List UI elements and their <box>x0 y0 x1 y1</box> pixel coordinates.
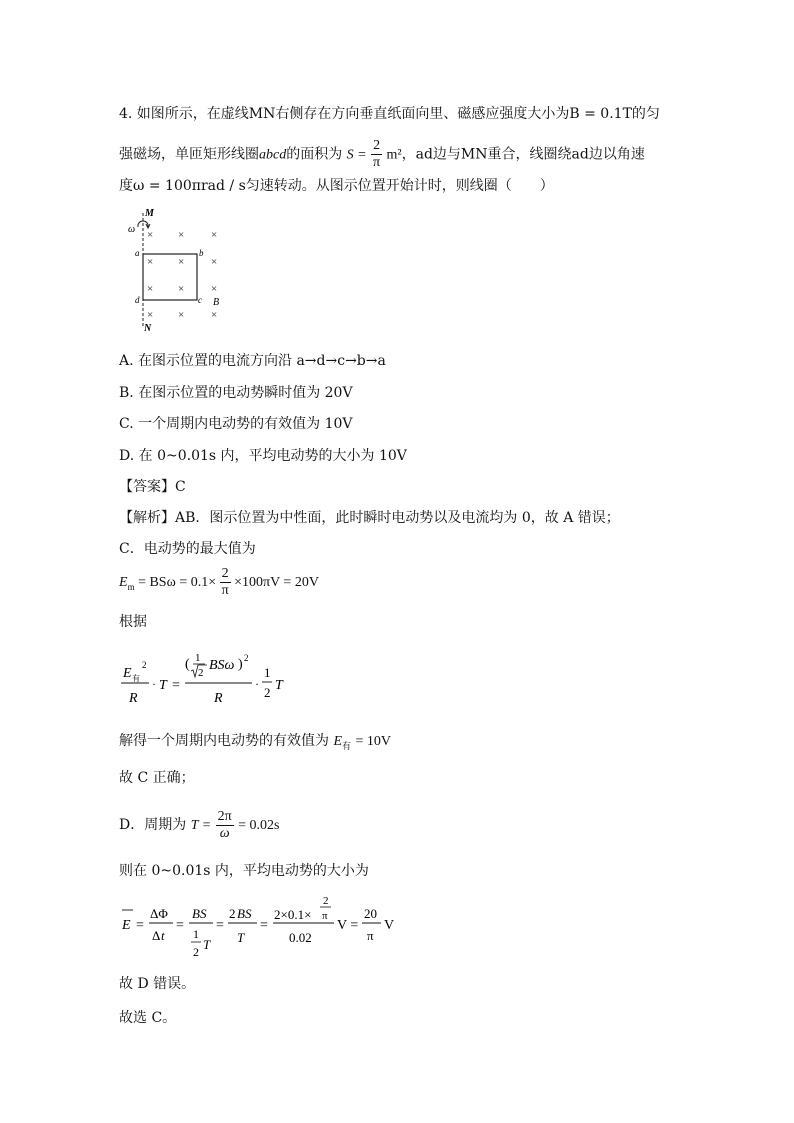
cross: × <box>178 229 185 241</box>
svg-text:V: V <box>384 918 395 933</box>
magnetic-field-figure <box>124 205 234 335</box>
cross: × <box>178 309 185 321</box>
cross: × <box>211 283 218 295</box>
svg-text:2×0.1×: 2×0.1× <box>274 907 312 922</box>
svg-text:·: · <box>255 677 259 691</box>
svg-text:(: ( <box>185 657 190 672</box>
question-line-2-c: ，ad边与MN重合，线圈绕ad边以角速 <box>401 146 645 163</box>
analysis-c-correct: 故 C 正确； <box>119 770 195 786</box>
analysis-basis: 根据 <box>119 614 147 630</box>
cross: × <box>147 229 154 241</box>
option-c: C. 一个周期内电动势的有效值为 10V <box>119 416 353 432</box>
svg-text:BS: BS <box>192 906 207 921</box>
svg-text:π: π <box>322 910 328 922</box>
label-c: c <box>198 295 202 305</box>
analysis-average-title: 则在 0~0.01s 内，平均电动势的大小为 <box>119 863 369 879</box>
svg-text:2: 2 <box>142 660 147 670</box>
svg-text:BSω: BSω <box>209 658 235 673</box>
area-fraction: $\frac{2}{\pi}$ <box>373 138 381 170</box>
svg-text:1: 1 <box>264 665 271 680</box>
cross: × <box>147 256 154 268</box>
svg-text:2: 2 <box>229 906 236 921</box>
svg-text:2: 2 <box>264 685 271 700</box>
svg-text:20: 20 <box>364 906 377 921</box>
label-a: a <box>135 248 140 258</box>
question-line-1: 4. 如图所示，在虚线MN右侧存在方向垂直纸面向里、磁感应强度大小为B = 0.1T的匀 <box>119 106 660 122</box>
coil-name: abcd <box>259 147 287 163</box>
label-d: d <box>135 295 140 305</box>
svg-text:T: T <box>237 930 245 945</box>
cross: × <box>178 283 185 295</box>
svg-text:): ) <box>238 657 243 672</box>
question-line-2 <box>119 138 645 168</box>
svg-text:t: t <box>161 928 165 943</box>
cross: × <box>211 256 218 268</box>
analysis-c-title: C．电动势的最大值为 <box>119 541 256 557</box>
cross: × <box>147 283 154 295</box>
svg-text:2: 2 <box>244 653 249 663</box>
field-crosses <box>147 229 220 321</box>
answer: 【答案】C <box>119 479 186 495</box>
svg-text:E: E <box>123 666 132 681</box>
analysis-period: D．周期为 T = $\frac{2\pi}{\omega}$ = 0.02s <box>119 808 280 841</box>
cross: × <box>211 309 218 321</box>
analysis-choose: 故选 C。 <box>119 1010 177 1026</box>
svg-text:2: 2 <box>193 945 199 959</box>
svg-text:=: = <box>176 918 184 933</box>
label-M: M <box>145 208 154 219</box>
area-unit: m² <box>386 147 402 163</box>
analysis-d-wrong: 故 D 错误。 <box>119 976 196 992</box>
svg-text:BS: BS <box>237 906 252 921</box>
emax-fraction: $\frac{2}{\pi}$ <box>221 566 229 599</box>
equation-average <box>119 890 419 970</box>
svg-text:2: 2 <box>198 667 204 679</box>
equation-emax: $E_m = BS\omega = 0.1\times$ $\frac{2}{\pi}$ ×100πV = 20V <box>119 566 319 599</box>
option-a: A. 在图示位置的电流方向沿 a→d→c→b→a <box>119 353 386 369</box>
svg-text:R: R <box>129 691 138 706</box>
cross: × <box>147 309 154 321</box>
label-N: N <box>144 323 152 334</box>
equation-effective <box>119 650 309 712</box>
svg-text:2: 2 <box>323 895 329 907</box>
cross: × <box>178 256 185 268</box>
option-d: D. 在 0~0.01s 内，平均电动势的大小为 10V <box>119 448 407 464</box>
svg-text:1: 1 <box>193 927 199 941</box>
label-B: B <box>213 297 220 308</box>
svg-text:R: R <box>214 691 223 706</box>
svg-text:V =: V = <box>337 918 359 933</box>
svg-text:=: = <box>260 918 268 933</box>
cross: × <box>211 229 218 241</box>
label-omega: ω <box>128 224 136 235</box>
svg-text:ΔΦ: ΔΦ <box>150 906 168 921</box>
question-line-3: 度ω = 100πrad / s匀速转动。从图示位置开始计时，则线圈（ ） <box>119 178 554 194</box>
period-fraction: $\frac{2\pi}{\omega}$ <box>217 808 232 841</box>
svg-text:有: 有 <box>132 674 140 683</box>
svg-text:·: · <box>152 677 156 691</box>
svg-text:Δ: Δ <box>152 928 161 943</box>
svg-text:=: = <box>136 918 144 933</box>
svg-text:π: π <box>367 928 374 943</box>
option-b: B. 在图示位置的电动势瞬时值为 20V <box>119 385 353 401</box>
svg-text:0.02: 0.02 <box>289 930 312 945</box>
svg-text:E: E <box>122 918 131 933</box>
analysis-effective-result: 解得一个周期内电动势的有效值为 $E_有 = 10V$ <box>119 733 391 752</box>
svg-text:=: = <box>216 918 224 933</box>
svg-text:T: T <box>275 678 283 693</box>
analysis-ab: 【解析】AB．图示位置为中性面，此时瞬时电动势以及电流均为 0，故 A 错误； <box>119 510 620 526</box>
question-line-2-a: 强磁场，单匝矩形线圈 <box>119 146 259 163</box>
svg-text:1: 1 <box>195 652 201 664</box>
svg-text:T: T <box>203 937 211 952</box>
svg-text:=: = <box>172 678 180 693</box>
svg-text:T: T <box>159 678 167 693</box>
label-b: b <box>199 248 204 258</box>
area-var: S = <box>346 147 367 163</box>
question-line-2-b: 的面积为 <box>286 146 343 163</box>
